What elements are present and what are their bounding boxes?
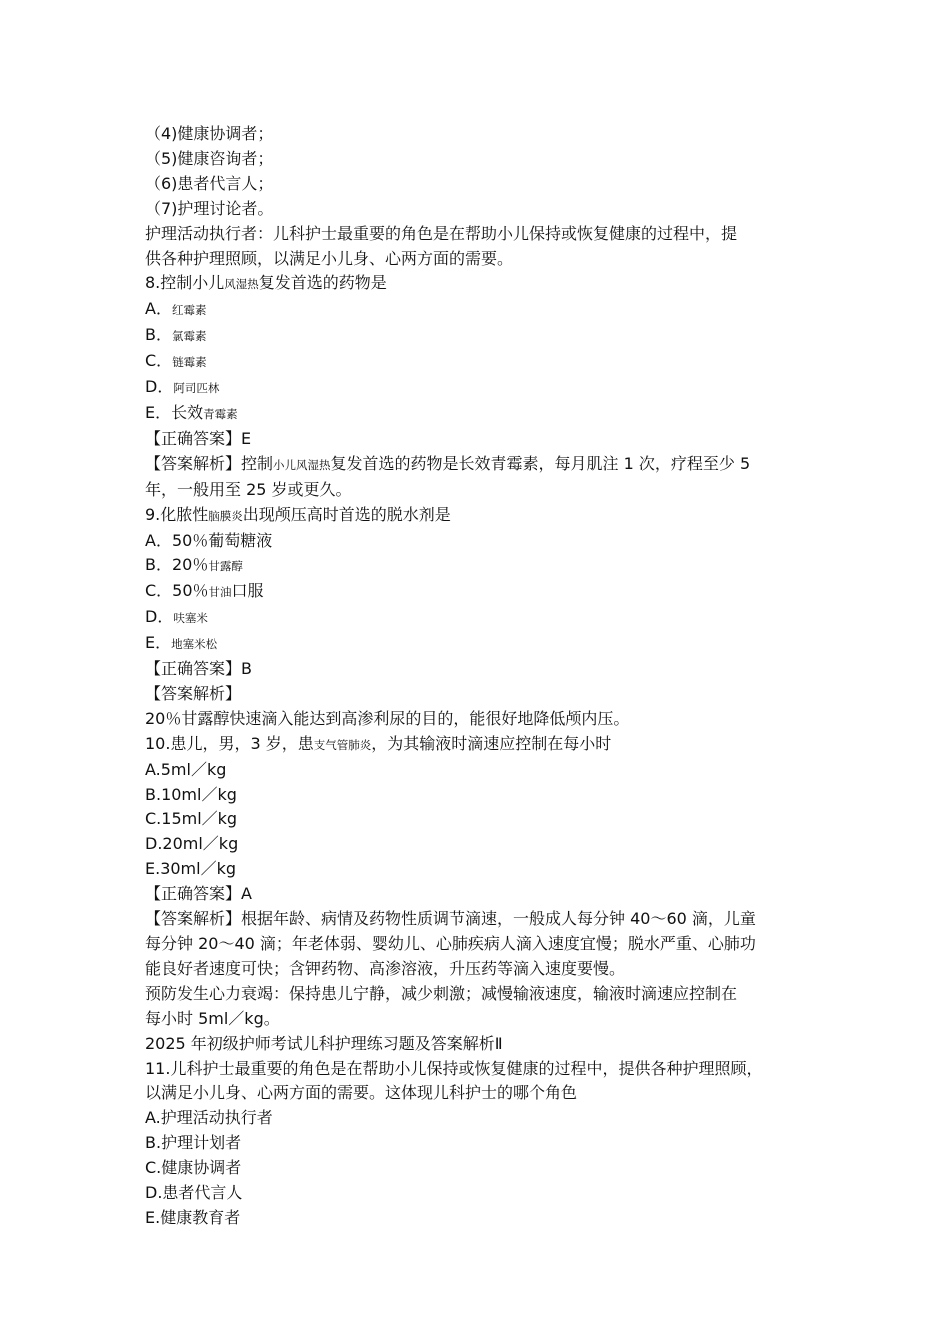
text-segment: 8.控制小儿 — [145, 273, 225, 293]
text-segment: 口服 — [231, 581, 264, 601]
text-line — [145, 122, 825, 147]
text-segment: D． — [145, 607, 174, 627]
text-segment: 每分钟 20～40 滴；年老体弱、婴幼儿、心肺疾病人滴入速度宜慢；脱水严重、心肺功 — [145, 934, 756, 953]
text-line — [145, 682, 825, 707]
small-text-segment: 阿司匹林 — [173, 381, 220, 396]
text-line — [145, 323, 825, 349]
text-line — [145, 271, 825, 297]
text-segment: 【正确答案】E — [145, 428, 252, 448]
text-segment: A.护理活动执行者 — [145, 1108, 273, 1128]
text-segment: A．50％葡萄糖液 — [145, 530, 273, 550]
text-segment: 每小时 5ml／kg。 — [145, 1008, 280, 1028]
text-line — [145, 375, 825, 401]
text-line — [145, 349, 825, 375]
text-line — [145, 503, 825, 529]
text-segment: C．50％ — [145, 581, 209, 601]
text-line — [145, 1032, 825, 1057]
text-line — [145, 882, 825, 907]
text-line — [145, 1156, 825, 1181]
text-segment: D.患者代言人 — [145, 1183, 243, 1203]
text-segment: ，为其输液时滴速应控制在每小时 — [371, 733, 612, 753]
text-segment: 复发首选的药物是长效青霉素，每月肌注 1 次，疗程至少 5 — [330, 453, 751, 473]
small-text-segment: 风湿热 — [224, 277, 259, 292]
text-segment: E.健康教育者 — [145, 1207, 241, 1227]
text-segment: 能良好者速度可快；含钾药物、高渗溶液，升压药等滴入速度要慢。 — [145, 958, 626, 978]
small-text-segment: 甘露醇 — [208, 559, 243, 574]
text-line — [145, 172, 825, 197]
text-segment: C.健康协调者 — [145, 1158, 242, 1178]
small-text-segment: 地塞米松 — [171, 637, 218, 652]
text-segment: 复发首选的药物是 — [258, 273, 387, 293]
text-segment: （6)患者代言人； — [145, 173, 274, 193]
text-line — [145, 783, 825, 808]
text-line — [145, 147, 825, 172]
text-segment: 20％甘露醇快速滴入能达到高渗利尿的目的，能很好地降低颅内压。 — [145, 708, 630, 728]
text-line — [145, 957, 825, 982]
text-line — [145, 1106, 825, 1131]
text-line — [145, 452, 825, 478]
text-line — [145, 807, 825, 832]
text-segment: 2025 年初级护师考试儿科护理练习题及答案解析Ⅱ — [145, 1033, 503, 1053]
text-line — [145, 707, 825, 732]
text-line — [145, 529, 825, 554]
text-line — [145, 982, 825, 1007]
text-line — [145, 579, 825, 605]
document-page — [145, 122, 825, 1231]
text-segment: B．20％ — [145, 555, 209, 575]
text-line — [145, 932, 825, 957]
text-segment: 供各种护理照顾，以满足小儿身、心两方面的需要。 — [145, 248, 514, 268]
text-segment: 护理活动执行者：儿科护士最重要的角色是在帮助小儿保持或恢复健康的过程中，提 — [145, 223, 738, 243]
text-line — [145, 1181, 825, 1206]
text-segment: （5)健康咨询者； — [145, 148, 274, 168]
text-segment: A.5ml／kg — [145, 759, 227, 779]
text-line — [145, 1131, 825, 1156]
text-segment: 【正确答案】A — [145, 884, 252, 904]
small-text-segment: 小儿风湿热 — [273, 457, 331, 472]
text-segment: C.15ml／kg — [145, 809, 238, 829]
text-segment: 【答案解析】根据年龄、病情及药物性质调节滴速，一般成人每分钟 40～60 滴，儿童 — [145, 909, 756, 929]
small-text-segment: 氯霉素 — [171, 329, 207, 344]
text-line — [145, 832, 825, 857]
text-segment: 【正确答案】B — [145, 659, 252, 679]
text-line — [145, 427, 825, 452]
text-segment: 【答案解析】 — [145, 683, 242, 703]
text-line — [145, 1057, 825, 1082]
text-segment: E．长效 — [145, 402, 204, 422]
text-segment: B.护理计划者 — [145, 1133, 242, 1153]
text-line — [145, 1081, 825, 1106]
text-line — [145, 478, 825, 503]
small-text-segment: 呋塞米 — [173, 611, 208, 626]
text-line — [145, 1007, 825, 1032]
text-line — [145, 553, 825, 579]
text-line — [145, 401, 825, 427]
text-line — [145, 857, 825, 882]
small-text-segment: 脑膜炎 — [208, 508, 243, 523]
small-text-segment: 链霉素 — [172, 355, 207, 370]
text-line — [145, 605, 825, 631]
text-line — [145, 758, 825, 783]
text-segment: 预防发生心力衰竭：保持患儿宁静，减少刺激；减慢输液速度，输液时滴速应控制在 — [145, 983, 738, 1003]
small-text-segment: 支气管肺炎 — [313, 737, 372, 752]
text-line — [145, 297, 825, 323]
text-line — [145, 732, 825, 758]
text-line — [145, 247, 825, 272]
text-segment: B.10ml／kg — [145, 784, 237, 804]
text-segment: 年，一般用至 25 岁或更久。 — [145, 479, 352, 499]
text-segment: 以满足小儿身、心两方面的需要。这体现儿科护士的哪个角色 — [145, 1083, 578, 1103]
text-segment: C． — [145, 351, 173, 371]
text-segment: A． — [145, 299, 172, 319]
text-segment: 11.儿科护士最重要的角色是在帮助小儿保持或恢复健康的过程中，提供各种护理照顾， — [145, 1058, 763, 1078]
text-line — [145, 1206, 825, 1231]
text-segment: D． — [145, 377, 174, 397]
small-text-segment: 青霉素 — [203, 406, 238, 421]
text-segment: （4)健康协调者； — [145, 124, 274, 143]
text-line — [145, 197, 825, 222]
text-segment: B． — [145, 325, 172, 345]
text-segment: E． — [145, 633, 172, 653]
small-text-segment: 红霉素 — [171, 303, 207, 318]
text-segment: D.20ml／kg — [145, 834, 239, 854]
text-segment: 【答案解析】控制 — [145, 453, 274, 473]
text-segment: 9.化脓性 — [145, 504, 209, 524]
text-segment: （7)护理讨论者。 — [145, 198, 274, 218]
text-segment: 10.患儿，男，3 岁，患 — [145, 733, 314, 753]
text-line — [145, 657, 825, 682]
small-text-segment: 甘油 — [208, 585, 232, 600]
text-line — [145, 631, 825, 657]
text-line — [145, 222, 825, 247]
text-segment: E.30ml／kg — [145, 859, 237, 879]
text-segment: 出现颅压高时首选的脱水剂是 — [242, 504, 451, 524]
text-line — [145, 907, 825, 932]
